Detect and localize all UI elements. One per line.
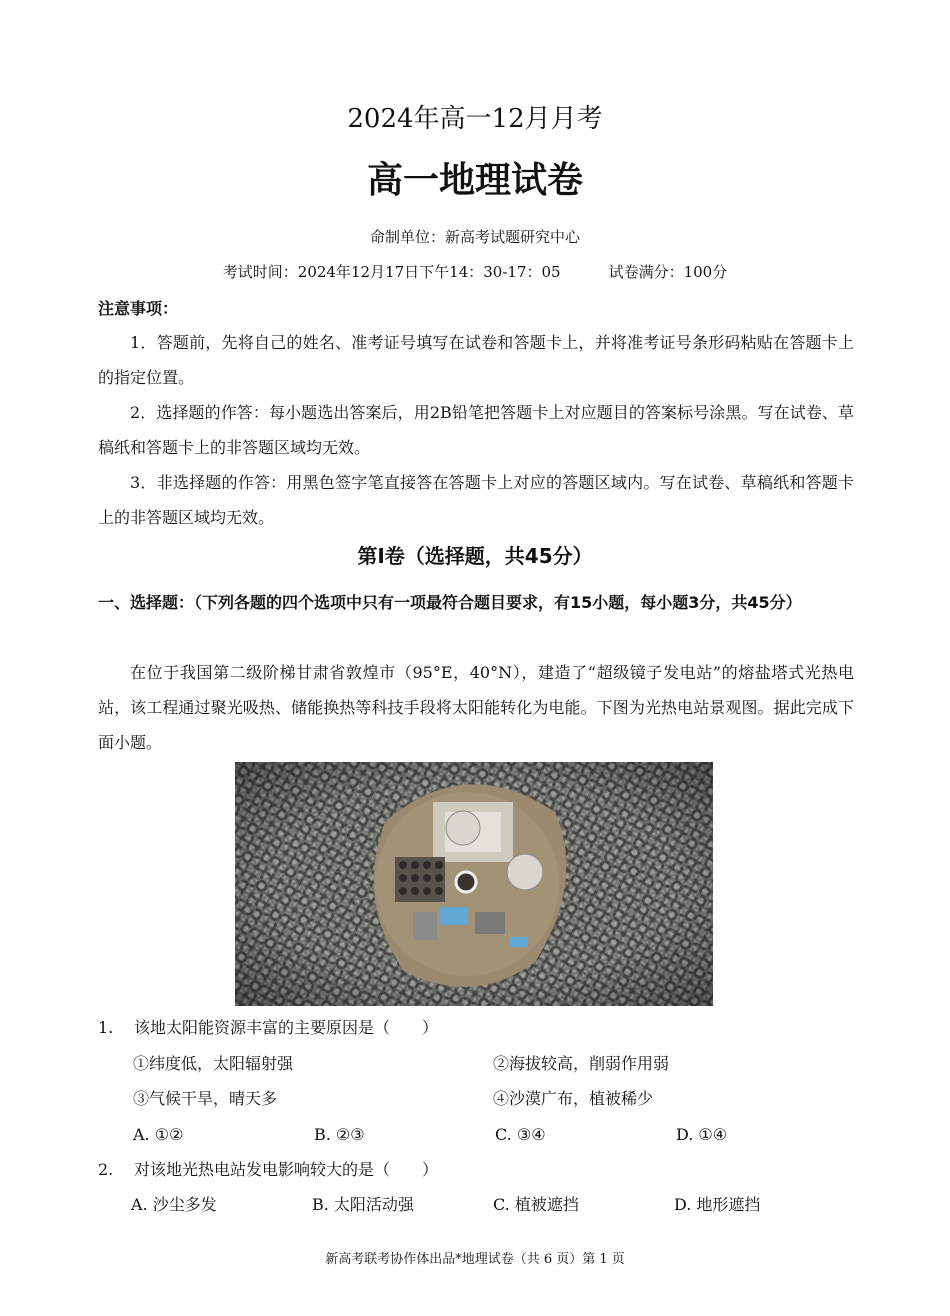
paper-title: 高一地理试卷: [366, 160, 583, 201]
statement-4: ④沙漠广布，植被稀少: [493, 1089, 654, 1108]
question-1: [98, 1013, 858, 1043]
full-score: 试卷满分：100分: [608, 263, 728, 281]
question-stem: 该地太阳能资源丰富的主要原因是（ ）: [134, 1018, 439, 1037]
section-title: 第Ⅰ卷（选择题，共45分）: [357, 544, 593, 568]
statement-3: ③气候干旱，晴天多: [133, 1089, 278, 1108]
page-footer: 新高考联考协作体出品*地理试卷（共 6 页）第 1 页: [325, 1252, 625, 1267]
question-number: 2.: [98, 1160, 114, 1179]
note-item-3: 3．非选择题的作答：用黑色签字笔直接答在答题卡上对应的答题区域内。写在试卷、草稿纸和答题卡上的非答题区域均无效。: [98, 473, 854, 527]
option-a: A. 沙尘多发: [131, 1195, 217, 1214]
solar-plant-illustration: [235, 762, 713, 1006]
statement-1: ①纬度低，太阳辐射强: [133, 1054, 294, 1073]
compiler-line: 命制单位：新高考试题研究中心: [369, 228, 580, 246]
question-intro: 在位于我国第二级阶梯甘肃省敦煌市（95°E，40°N），建造了“超级镜子发电站”的熔盐塔式光热电站，该工程通过聚光吸热、储能换热等科技手段将太阳能转化为电能。下图为光热电站景观图。据此完成下面小题。: [98, 663, 854, 752]
option-d: D. ①④: [676, 1125, 728, 1144]
option-d: D. 地形遮挡: [674, 1195, 761, 1214]
part-heading: 一、选择题：（下列各题的四个选项中只有一项最符合题目要求，有15小题，每小题3分，共45分）: [98, 593, 802, 612]
notes-heading: 注意事项：: [98, 299, 179, 318]
statement-2: ②海拔较高，削弱作用弱: [493, 1054, 670, 1073]
statement-row-1: [133, 1049, 853, 1079]
option-c: C. ③④: [495, 1125, 546, 1144]
statement-row-2: [133, 1084, 853, 1114]
option-b: B. 太阳活动强: [312, 1195, 414, 1214]
question-2: [98, 1155, 858, 1185]
option-a: A. ①②: [133, 1125, 184, 1144]
exam-title: 2024年高一12月月考: [347, 104, 603, 134]
question-number: 1.: [98, 1018, 114, 1037]
exam-time: 考试时间：2024年12月17日下午14：30-17：05: [222, 263, 561, 281]
option-b: B. ②③: [314, 1125, 365, 1144]
question-stem: 对该地光热电站发电影响较大的是（ ）: [134, 1160, 439, 1179]
options-row-q1: [133, 1120, 853, 1150]
note-item-2: 2．选择题的作答：每小题选出答案后，用2B铅笔把答题卡上对应题目的答案标号涂黑。写在试卷、草稿纸和答题卡上的非答题区域均无效。: [98, 403, 854, 457]
exam-time-line: [0, 261, 950, 282]
note-item-1: 1．答题前，先将自己的姓名、准考证号填写在试卷和答题卡上，并将准考证号条形码粘贴在答题卡上的指定位置。: [98, 333, 854, 387]
option-c: C. 植被遮挡: [493, 1195, 579, 1214]
solar-plant-photo: [235, 762, 713, 1006]
options-row-q2: [131, 1190, 851, 1220]
